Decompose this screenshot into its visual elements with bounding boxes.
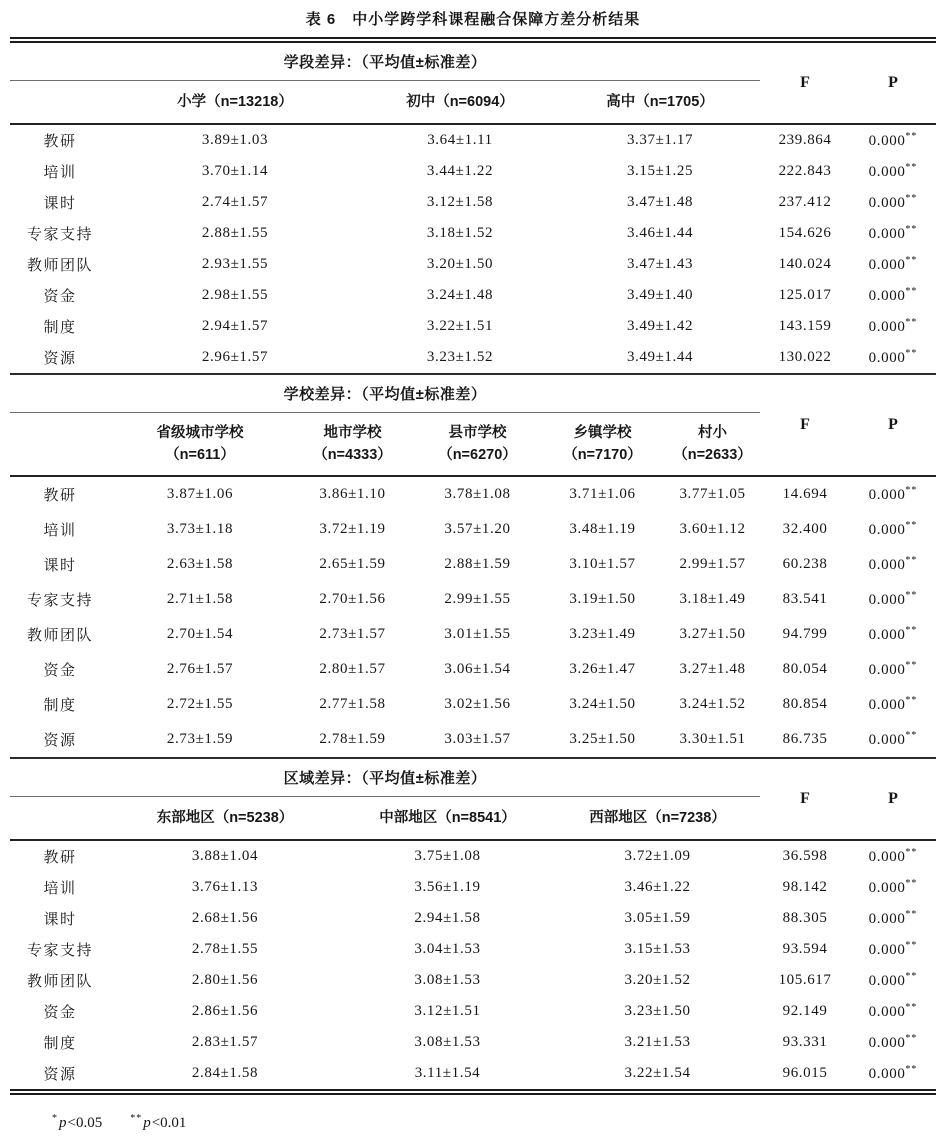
significance-stars: **: [905, 1002, 918, 1013]
mean-sd-cell: 2.96±1.57: [201, 349, 269, 365]
mean-sd-cell: 3.88±1.04: [191, 848, 259, 864]
f-value-cell: 105.617: [778, 972, 832, 988]
mean-sd-cell: 3.21±1.53: [624, 1034, 691, 1050]
f-value-cell: 93.331: [782, 1034, 828, 1050]
mean-sd-cell: 2.98±1.55: [201, 287, 269, 303]
f-value-cell: 93.594: [782, 941, 828, 957]
f-value-cell: 154.626: [778, 225, 832, 241]
significance-stars: **: [905, 878, 918, 889]
mean-sd-cell: 2.65±1.59: [319, 556, 386, 572]
mean-sd-cell: 2.68±1.56: [191, 910, 259, 926]
section-header-row: [10, 375, 936, 413]
p-column-header: P: [850, 759, 936, 840]
p-value-cell: 0.000**: [868, 255, 918, 273]
footnote-item: **p<0.01: [130, 1113, 187, 1131]
mean-sd-cell: 2.94±1.58: [414, 910, 481, 926]
mean-sd-cell: 3.22±1.51: [426, 318, 494, 334]
row-label: 制度: [43, 698, 77, 714]
mean-sd-cell: 2.70±1.54: [166, 626, 234, 642]
significance-stars: **: [905, 555, 918, 566]
f-value-cell: 80.854: [782, 696, 828, 712]
table-row: [10, 652, 936, 687]
p-value-cell: 0.000**: [868, 485, 918, 503]
mean-sd-cell: 2.77±1.58: [319, 696, 386, 712]
significance-stars: **: [905, 1064, 918, 1075]
mean-sd-cell: 3.26±1.47: [569, 661, 636, 677]
anova-section-table: [10, 43, 936, 373]
f-value-cell: 88.305: [782, 910, 828, 926]
mean-sd-cell: 3.11±1.54: [414, 1065, 481, 1081]
f-value-cell: 222.843: [778, 163, 832, 179]
mean-sd-cell: 3.22±1.54: [624, 1065, 691, 1081]
section-header-row: [10, 759, 936, 797]
table-row: [10, 617, 936, 652]
row-label: 资源: [43, 351, 77, 367]
mean-sd-cell: 2.74±1.57: [201, 194, 269, 210]
mean-sd-cell: 2.88±1.59: [444, 556, 511, 572]
row-label-spacer: [10, 81, 110, 125]
mean-sd-cell: 3.77±1.05: [679, 486, 746, 502]
mean-sd-cell: 2.93±1.55: [201, 256, 269, 272]
row-label: 教研: [43, 134, 77, 150]
mean-sd-cell: 3.70±1.14: [201, 163, 269, 179]
mean-sd-cell: 3.19±1.50: [569, 591, 636, 607]
row-label: 培训: [43, 165, 77, 181]
significance-stars: **: [905, 1033, 918, 1044]
significance-stars: **: [905, 520, 918, 531]
mean-sd-cell: 2.88±1.55: [201, 225, 269, 241]
row-label: 制度: [43, 320, 77, 336]
column-header: 西部地区（n=7238）: [555, 797, 760, 841]
column-header: 乡镇学校 （n=7170）: [540, 413, 665, 477]
mean-sd-cell: 3.46±1.44: [626, 225, 694, 241]
f-value-cell: 92.149: [782, 1003, 828, 1019]
mean-sd-cell: 2.70±1.56: [319, 591, 386, 607]
mean-sd-cell: 2.72±1.55: [166, 696, 234, 712]
column-header: 省级城市学校 （n=611）: [110, 413, 290, 477]
p-value-cell: 0.000**: [868, 847, 918, 865]
significance-stars: *: [52, 1113, 58, 1124]
section-header: 学校差异：（平均值±标准差）: [10, 375, 760, 413]
mean-sd-cell: 3.49±1.40: [626, 287, 694, 303]
mean-sd-cell: 2.80±1.57: [319, 661, 386, 677]
mean-sd-cell: 3.24±1.48: [426, 287, 494, 303]
significance-stars: **: [905, 660, 918, 671]
row-label: 培训: [43, 881, 77, 897]
footnote-item: *p<0.05: [52, 1113, 103, 1131]
p-value-cell: 0.000**: [868, 348, 918, 366]
mean-sd-cell: 3.48±1.19: [569, 521, 636, 537]
significance-stars: **: [130, 1113, 143, 1124]
mean-sd-cell: 2.99±1.55: [444, 591, 511, 607]
p-value-cell: 0.000**: [868, 909, 918, 927]
column-header: 地市学校 （n=4333）: [290, 413, 415, 477]
significance-stars: **: [905, 193, 918, 204]
significance-stars: **: [905, 940, 918, 951]
row-label: 教研: [43, 850, 77, 866]
table-row: [10, 124, 936, 156]
f-value-cell: 36.598: [782, 848, 828, 864]
p-value-cell: 0.000**: [868, 162, 918, 180]
mean-sd-cell: 3.49±1.42: [626, 318, 694, 334]
table-row: [10, 722, 936, 757]
mean-sd-cell: 3.15±1.53: [624, 941, 691, 957]
mean-sd-cell: 3.57±1.20: [444, 521, 511, 537]
p-value-cell: 0.000**: [868, 878, 918, 896]
significance-stars: **: [905, 847, 918, 858]
table-row: [10, 342, 936, 373]
significance-stars: **: [905, 695, 918, 706]
mean-sd-cell: 2.84±1.58: [191, 1065, 259, 1081]
table-row: [10, 547, 936, 582]
f-value-cell: 96.015: [782, 1065, 828, 1081]
mean-sd-cell: 3.23±1.50: [624, 1003, 691, 1019]
table-row: [10, 280, 936, 311]
mean-sd-cell: 3.87±1.06: [166, 486, 234, 502]
table-row: [10, 872, 936, 903]
f-value-cell: 14.694: [782, 486, 828, 502]
table-row: [10, 512, 936, 547]
mean-sd-cell: 3.60±1.12: [679, 521, 746, 537]
mean-sd-cell: 3.24±1.50: [569, 696, 636, 712]
table-row: [10, 476, 936, 512]
mean-sd-cell: 3.24±1.52: [679, 696, 746, 712]
mean-sd-cell: 3.73±1.18: [166, 521, 234, 537]
column-header: 初中（n=6094）: [360, 81, 560, 125]
table-row: [10, 840, 936, 872]
significance-stars: **: [905, 255, 918, 266]
p-value-cell: 0.000**: [868, 625, 918, 643]
significance-stars: **: [905, 485, 918, 496]
p-column-header: P: [850, 43, 936, 124]
mean-sd-cell: 3.44±1.22: [426, 163, 494, 179]
mean-sd-cell: 2.86±1.56: [191, 1003, 259, 1019]
p-column-header: P: [850, 375, 936, 476]
mean-sd-cell: 3.71±1.06: [569, 486, 636, 502]
mean-sd-cell: 2.76±1.57: [166, 661, 234, 677]
p-value-cell: 0.000**: [868, 695, 918, 713]
f-column-header: F: [760, 375, 850, 476]
significance-stars: **: [905, 909, 918, 920]
row-label: 教师团队: [26, 258, 93, 274]
table-sections: [10, 43, 936, 1089]
significance-stars: **: [905, 590, 918, 601]
f-column-header: F: [760, 759, 850, 840]
mean-sd-cell: 3.06±1.54: [444, 661, 511, 677]
row-label: 教师团队: [26, 628, 93, 644]
column-header: 县市学校 （n=6270）: [415, 413, 540, 477]
p-value-cell: 0.000**: [868, 317, 918, 335]
table-row: [10, 903, 936, 934]
f-value-cell: 80.054: [782, 661, 828, 677]
row-label: 专家支持: [26, 227, 93, 243]
f-value-cell: 237.412: [778, 194, 832, 210]
f-value-cell: 60.238: [782, 556, 828, 572]
row-label: 资金: [43, 1005, 77, 1021]
mean-sd-cell: 2.71±1.58: [166, 591, 234, 607]
mean-sd-cell: 3.10±1.57: [569, 556, 636, 572]
row-label: 资源: [43, 1067, 77, 1083]
p-value-cell: 0.000**: [868, 520, 918, 538]
p-variable: p: [59, 1115, 67, 1131]
mean-sd-cell: 3.89±1.03: [201, 132, 269, 148]
row-label: 资金: [43, 663, 77, 679]
f-value-cell: 143.159: [778, 318, 832, 334]
p-value-cell: 0.000**: [868, 193, 918, 211]
column-header: 高中（n=1705）: [560, 81, 760, 125]
f-value-cell: 86.735: [782, 731, 828, 747]
significance-footnote: [52, 1113, 936, 1132]
mean-sd-cell: 3.18±1.49: [679, 591, 746, 607]
table-row: [10, 156, 936, 187]
table-row: [10, 934, 936, 965]
p-value-cell: 0.000**: [868, 971, 918, 989]
p-value-cell: 0.000**: [868, 131, 918, 149]
p-value-cell: 0.000**: [868, 555, 918, 573]
mean-sd-cell: 3.03±1.57: [444, 731, 511, 747]
mean-sd-cell: 3.76±1.13: [191, 879, 259, 895]
row-label: 专家支持: [26, 593, 93, 609]
mean-sd-cell: 3.18±1.52: [426, 225, 494, 241]
mean-sd-cell: 3.78±1.08: [444, 486, 511, 502]
anova-section-table: [10, 759, 936, 1089]
table-row: [10, 582, 936, 617]
mean-sd-cell: 2.78±1.59: [319, 731, 386, 747]
mean-sd-cell: 2.80±1.56: [191, 972, 259, 988]
mean-sd-cell: 3.20±1.52: [624, 972, 691, 988]
p-value-cell: 0.000**: [868, 1033, 918, 1051]
row-label: 专家支持: [26, 943, 93, 959]
mean-sd-cell: 3.08±1.53: [414, 1034, 481, 1050]
row-label: 课时: [43, 196, 77, 212]
mean-sd-cell: 3.46±1.22: [624, 879, 691, 895]
table-row: [10, 311, 936, 342]
mean-sd-cell: 3.47±1.43: [626, 256, 694, 272]
mean-sd-cell: 3.27±1.50: [679, 626, 746, 642]
section-header-row: [10, 43, 936, 81]
p-value-cell: 0.000**: [868, 1064, 918, 1082]
anova-section-table: [10, 375, 936, 757]
mean-sd-cell: 2.63±1.58: [166, 556, 234, 572]
mean-sd-cell: 3.27±1.48: [679, 661, 746, 677]
mean-sd-cell: 3.08±1.53: [414, 972, 481, 988]
row-label: 教研: [43, 488, 77, 504]
mean-sd-cell: 3.86±1.10: [319, 486, 386, 502]
row-label: 课时: [43, 912, 77, 928]
mean-sd-cell: 3.64±1.11: [427, 132, 493, 148]
p-value-cell: 0.000**: [868, 730, 918, 748]
row-label-spacer: [10, 413, 110, 477]
mean-sd-cell: 3.23±1.52: [426, 349, 494, 365]
mean-sd-cell: 3.72±1.19: [319, 521, 386, 537]
f-value-cell: 130.022: [778, 349, 832, 365]
mean-sd-cell: 3.75±1.08: [414, 848, 481, 864]
mean-sd-cell: 3.25±1.50: [569, 731, 636, 747]
table-row: [10, 965, 936, 996]
row-label: 教师团队: [26, 974, 93, 990]
table-row: [10, 996, 936, 1027]
table-title: 表 6 中小学跨学科课程融合保障方差分析结果: [305, 11, 641, 28]
mean-sd-cell: 3.02±1.56: [444, 696, 511, 712]
row-label: 制度: [43, 1036, 77, 1052]
mean-sd-cell: 3.47±1.48: [626, 194, 694, 210]
mean-sd-cell: 2.73±1.57: [319, 626, 386, 642]
mean-sd-cell: 2.83±1.57: [191, 1034, 259, 1050]
column-header: 小学（n=13218）: [110, 81, 360, 125]
mean-sd-cell: 2.73±1.59: [166, 731, 234, 747]
column-header: 村小 （n=2633）: [665, 413, 760, 477]
section-header: 学段差异：（平均值±标准差）: [10, 43, 760, 81]
column-header: 东部地区（n=5238）: [110, 797, 340, 841]
table-row: [10, 1027, 936, 1058]
p-value-cell: 0.000**: [868, 286, 918, 304]
mean-sd-cell: 3.12±1.58: [426, 194, 494, 210]
table-row: [10, 1058, 936, 1089]
significance-stars: **: [905, 317, 918, 328]
p-value-cell: 0.000**: [868, 224, 918, 242]
mean-sd-cell: 3.05±1.59: [624, 910, 691, 926]
significance-stars: **: [905, 286, 918, 297]
f-value-cell: 239.864: [778, 132, 832, 148]
table-row: [10, 218, 936, 249]
row-label: 培训: [43, 523, 77, 539]
f-column-header: F: [760, 43, 850, 124]
mean-sd-cell: 3.30±1.51: [679, 731, 746, 747]
f-value-cell: 32.400: [782, 521, 828, 537]
row-label: 资金: [43, 289, 77, 305]
significance-stars: **: [905, 162, 918, 173]
f-value-cell: 83.541: [782, 591, 828, 607]
f-value-cell: 140.024: [778, 256, 832, 272]
significance-stars: **: [905, 625, 918, 636]
row-label: 课时: [43, 558, 77, 574]
p-value-cell: 0.000**: [868, 660, 918, 678]
table-row: [10, 249, 936, 280]
mean-sd-cell: 3.01±1.55: [444, 626, 511, 642]
section-header: 区域差异：（平均值±标准差）: [10, 759, 760, 797]
mean-sd-cell: 3.37±1.17: [626, 132, 694, 148]
mean-sd-cell: 2.99±1.57: [679, 556, 746, 572]
p-value-cell: 0.000**: [868, 1002, 918, 1020]
mean-sd-cell: 2.78±1.55: [191, 941, 259, 957]
mean-sd-cell: 3.15±1.25: [626, 163, 694, 179]
f-value-cell: 94.799: [782, 626, 828, 642]
significance-stars: **: [905, 224, 918, 235]
mean-sd-cell: 3.72±1.09: [624, 848, 691, 864]
mean-sd-cell: 3.23±1.49: [569, 626, 636, 642]
row-label: 资源: [43, 733, 77, 749]
bottom-rule: [10, 1089, 936, 1095]
significance-stars: **: [905, 348, 918, 359]
mean-sd-cell: 3.20±1.50: [426, 256, 494, 272]
p-value-cell: 0.000**: [868, 940, 918, 958]
table-row: [10, 187, 936, 218]
f-value-cell: 98.142: [782, 879, 828, 895]
mean-sd-cell: 3.56±1.19: [414, 879, 481, 895]
mean-sd-cell: 3.49±1.44: [626, 349, 694, 365]
significance-stars: **: [905, 131, 918, 142]
table-row: [10, 687, 936, 722]
column-header: 中部地区（n=8541）: [340, 797, 555, 841]
p-value-cell: 0.000**: [868, 590, 918, 608]
p-variable: p: [143, 1115, 151, 1131]
significance-stars: **: [905, 971, 918, 982]
row-label-spacer: [10, 797, 110, 841]
mean-sd-cell: 3.04±1.53: [414, 941, 481, 957]
mean-sd-cell: 2.94±1.57: [201, 318, 269, 334]
mean-sd-cell: 3.12±1.51: [414, 1003, 481, 1019]
f-value-cell: 125.017: [778, 287, 832, 303]
significance-stars: **: [905, 730, 918, 741]
